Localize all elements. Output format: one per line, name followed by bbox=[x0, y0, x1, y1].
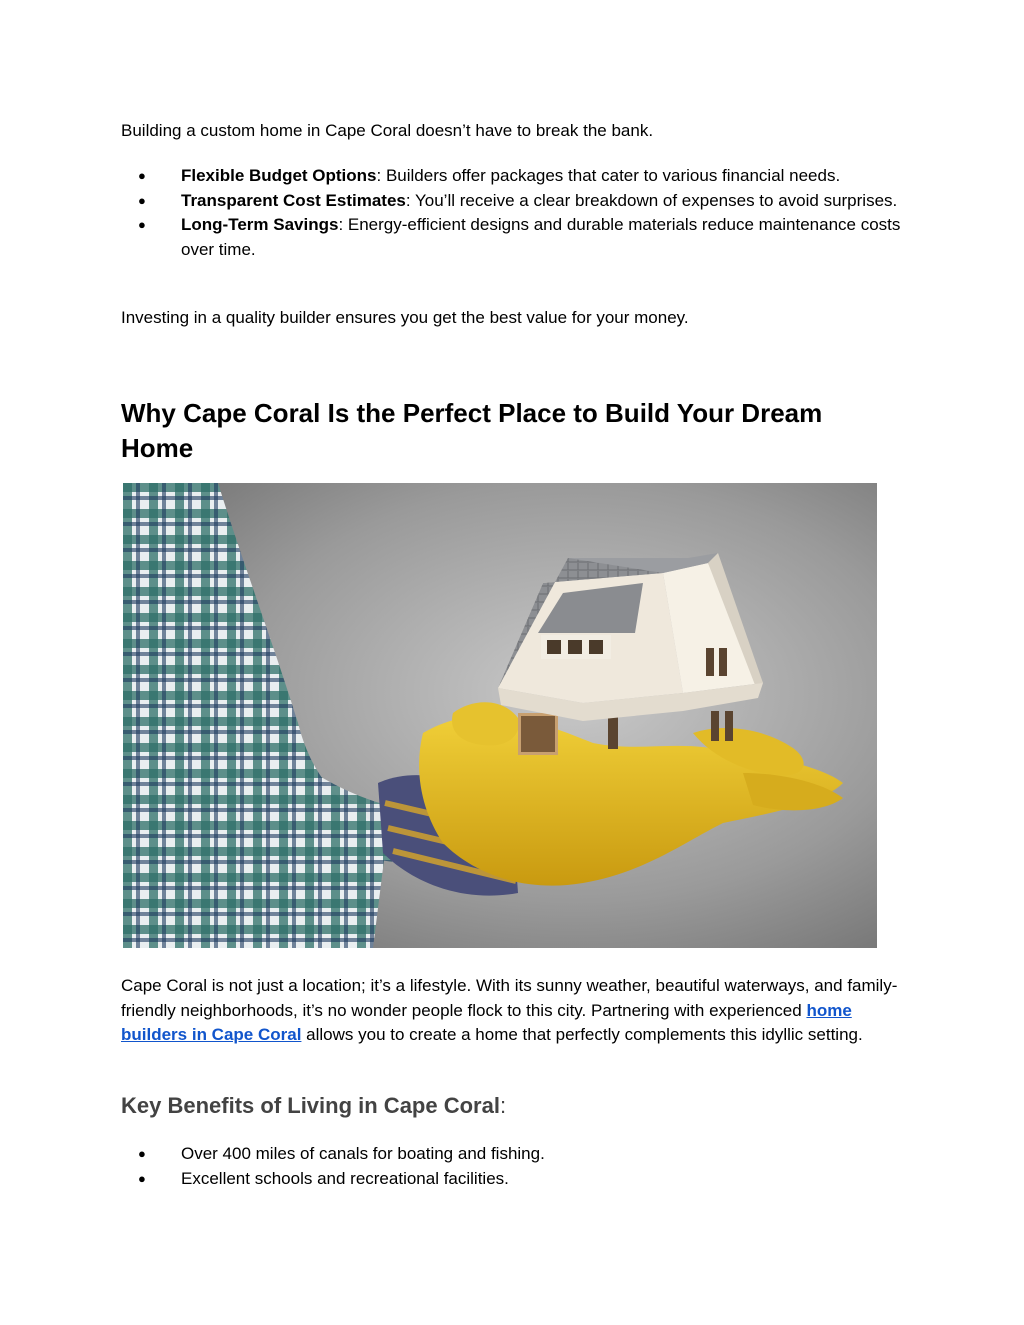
list-item-title: Long-Term Savings bbox=[181, 215, 339, 234]
bullet-icon: ● bbox=[138, 168, 146, 183]
house-in-gloved-hands-photo bbox=[123, 483, 877, 948]
bullet-icon: ● bbox=[138, 1170, 146, 1186]
list-item-title: Flexible Budget Options bbox=[181, 166, 377, 185]
lifestyle-text-before: Cape Coral is not just a location; it’s a lifestyle. With its sunny weather, beautiful waterways, and family-friendly neighborhoods, it’s no wonder people flock to this city. Partnering with experienced bbox=[121, 976, 898, 1020]
lifestyle-text-after: allows you to create a home that perfectly complements this idyllic setting. bbox=[301, 1025, 863, 1044]
list-item bbox=[121, 1142, 911, 1167]
list-item-text: : Builders offer packages that cater to various financial needs. bbox=[376, 166, 841, 185]
bullet-icon: ● bbox=[138, 192, 146, 208]
lifestyle-paragraph bbox=[121, 974, 911, 1048]
benefits-heading-colon: : bbox=[499, 1093, 507, 1118]
list-item-text: Excellent schools and recreational facilities. bbox=[181, 1168, 509, 1188]
intro-paragraph: Building a custom home in Cape Coral doesn’t have to break the bank. bbox=[121, 121, 654, 140]
home-builders-link[interactable]: home builders in Cape Coral bbox=[121, 1000, 852, 1044]
benefits-heading bbox=[121, 1091, 506, 1121]
list-item-text: : Energy-efficient designs and durable materials reduce maintenance costs over time. bbox=[181, 215, 901, 259]
list-item bbox=[121, 164, 911, 189]
section-heading: Why Cape Coral Is the Perfect Place to Build Your Dream Home bbox=[121, 398, 823, 463]
list-item-title: Transparent Cost Estimates bbox=[181, 190, 406, 210]
budget-list bbox=[121, 164, 911, 262]
bullet-icon: ● bbox=[138, 1146, 146, 1161]
list-item bbox=[121, 1167, 911, 1192]
invest-paragraph: Investing in a quality builder ensures you get the best value for your money. bbox=[121, 308, 689, 327]
list-item bbox=[121, 213, 911, 262]
benefits-heading-text: Key Benefits of Living in Cape Coral bbox=[121, 1093, 500, 1118]
list-item-text: Over 400 miles of canals for boating and fishing. bbox=[181, 1144, 545, 1163]
bullet-icon: ● bbox=[138, 217, 146, 232]
benefits-list bbox=[121, 1142, 911, 1191]
list-item-text: : You’ll receive a clear breakdown of expenses to avoid surprises. bbox=[405, 190, 898, 210]
list-item bbox=[121, 189, 911, 214]
